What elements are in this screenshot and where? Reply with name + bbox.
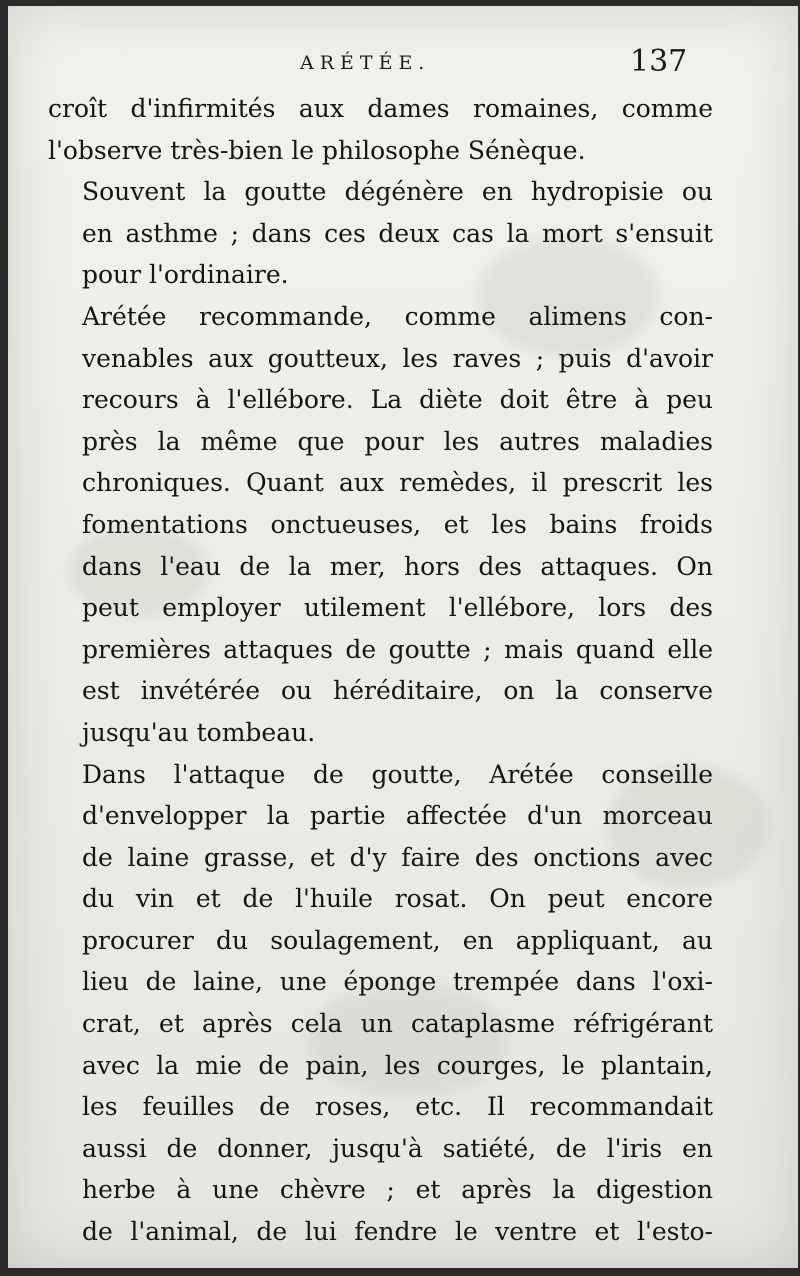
text-line: procurer du soulagement, en appliquant, au bbox=[82, 925, 713, 955]
text-line: premières attaques de goutte ; mais quand elle bbox=[82, 634, 713, 664]
text-line: Arétée recommande, comme alimens con- bbox=[82, 301, 713, 331]
text-line: de laine grasse, et d'y faire des onctions avec bbox=[82, 842, 713, 872]
running-head-title: ARÉTÉE. bbox=[300, 52, 431, 74]
text-line: de l'animal, de lui fendre le ventre et l'esto- bbox=[82, 1217, 713, 1247]
text-line: près la même que pour les autres maladies bbox=[82, 426, 713, 456]
text-line: avec la mie de pain, les courges, le plantain, bbox=[82, 1050, 713, 1080]
text-line: est invétérée ou héréditaire, on la conserve bbox=[82, 676, 713, 706]
text-line: Souvent la goutte dégénère en hydropisie ou bbox=[82, 177, 713, 207]
page-number: 137 bbox=[630, 44, 688, 79]
paragraph bbox=[48, 88, 713, 171]
text-line: dans l'eau de la mer, hors des attaques. On bbox=[82, 551, 713, 581]
text-line: croît d'infirmités aux dames romaines, comme bbox=[48, 94, 713, 123]
body-text bbox=[48, 88, 713, 1253]
text-line: d'envelopper la partie affectée d'un morceau bbox=[82, 801, 713, 831]
text-line: fomentations onctueuses, et les bains froids bbox=[82, 509, 713, 539]
text-line: Dans l'attaque de goutte, Arétée conseille bbox=[82, 759, 713, 789]
text-line: chroniques. Quant aux remèdes, il prescrit les bbox=[82, 468, 713, 498]
text-line: l'observe très-bien le philosophe Sénèque. bbox=[48, 135, 586, 165]
text-line: jusqu'au tombeau. bbox=[82, 717, 316, 747]
text-line: du vin et de l'huile rosat. On peut encore bbox=[82, 884, 713, 914]
text-line: crat, et après cela un cataplasme réfrigérant bbox=[82, 1009, 713, 1039]
text-line: peut employer utilement l'ellébore, lors des bbox=[82, 593, 713, 623]
text-line: aussi de donner, jusqu'à satiété, de l'iris en bbox=[82, 1133, 713, 1163]
text-line: pour l'ordinaire. bbox=[82, 260, 289, 290]
text-line: herbe à une chèvre ; et après la digestion bbox=[82, 1175, 713, 1205]
text-line: recours à l'ellébore. La diète doit être à peu bbox=[82, 385, 713, 415]
text-line: les feuilles de roses, etc. Il recommandait bbox=[82, 1092, 713, 1122]
text-line: en asthme ; dans ces deux cas la mort s'ensuit bbox=[82, 218, 713, 248]
text-line: venables aux goutteux, les raves ; puis d'avoir bbox=[82, 343, 713, 373]
paragraph bbox=[48, 296, 713, 754]
book-page bbox=[8, 6, 798, 1268]
paragraph bbox=[48, 754, 713, 1253]
paragraph bbox=[48, 171, 713, 296]
running-head bbox=[8, 44, 798, 90]
text-line: lieu de laine, une éponge trempée dans l'oxi- bbox=[82, 967, 713, 997]
